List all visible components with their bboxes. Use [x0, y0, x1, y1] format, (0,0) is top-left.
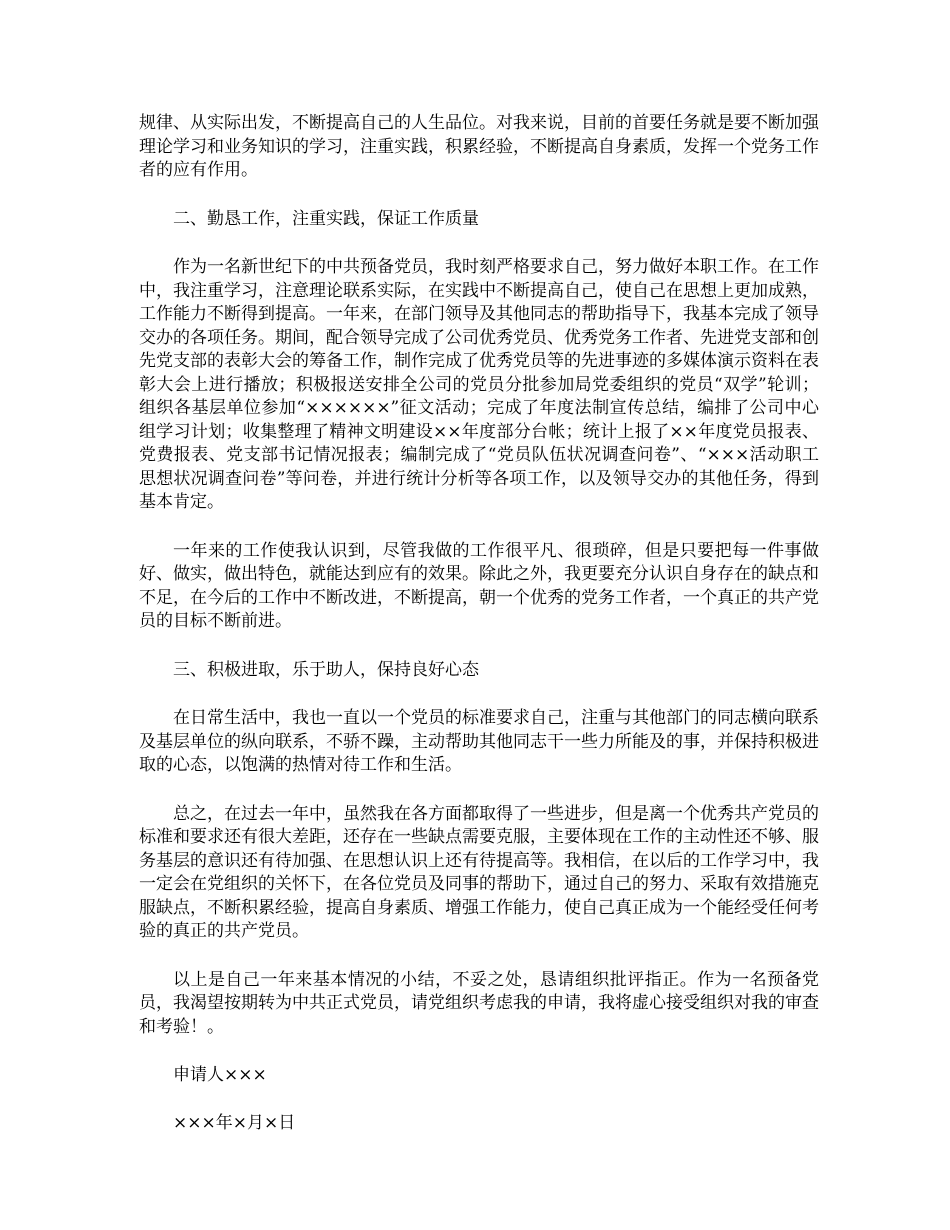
paragraph-closing: 以上是自己一年来基本情况的小结，不妥之处，恳请组织批评指正。作为一名预备党员，我渴望按期转为中共正式党员，请党组织考虑我的申请，我将虚心接受组织对我的审查和考验！。 [139, 969, 819, 1037]
paragraph-summary: 总之，在过去一年中，虽然我在各方面都取得了一些进步，但是离一个优秀共产党员的标准和要求还有很大差距，还存在一些缺点需要克服，主要体现在工作的主动性还不够、服务基层的意识还有待加强、在思想认识上还有待提高等。我相信，在以后的工作学习中，我一定会在党组织的关怀下，在各位党员及同事的帮助下，通过自己的努力、采取有效措施克服缺点，不断积累经验，提高自身素质、增强工作能力，使自己真正成为一个能经受任何考验的真正的共产党员。 [139, 803, 819, 941]
date-line: ×××年×月×日 [173, 1112, 296, 1133]
document-body [139, 112, 819, 1160]
section-heading-3: 三、积极进取，乐于助人，保持良好心态 [173, 659, 479, 680]
paragraph-daily-life: 在日常生活中，我也一直以一个党员的标准要求自己，注重与其他部门的同志横向联系及基层单位的纵向联系，不骄不躁，主动帮助其他同志干一些力所能及的事，并保持积极进取的心态，以饱满的热情对待工作和生活。 [139, 708, 819, 775]
paragraph-work: 作为一名新世纪下的中共预备党员，我时刻严格要求自己，努力做好本职工作。在工作中，我注重学习，注意理论联系实际，在实践中不断提高自己，使自己在思想上更加成熟，工作能力不断得到提高。一年来，在部门领导及其他同志的帮助指导下，我基本完成了领导交办的各项任务。期间，配合领导完成了公司优秀党员、优秀党务工作者、先进党支部和创先党支部的表彰大会的筹备工作，制作完成了优秀党员等的先进事迹的多媒体演示资料在表彰大会上进行播放；积极报送安排全公司的党员分批参加局党委组织的党员“双学”轮训；组织各基层单位参加“××××××”征文活动；完成了年度法制宣传总结，编排了公司中心组学习计划；收集整理了精神文明建设××年度部分台帐；统计上报了××年度党员报表、党费报表、党支部书记情况报表；编制完成了“党员队伍状况调查问卷”、“×××活动职工思想状况调查问卷”等问卷，并进行统计分析等各项工作，以及领导交办的其他任务，得到基本肯定。 [139, 257, 819, 512]
applicant-signature: 申请人××× [173, 1065, 267, 1085]
paragraph-reflection: 一年来的工作使我认识到，尽管我做的工作很平凡、很琐碎，但是只要把每一件事做好、做实，做出特色，就能达到应有的效果。除此之外，我更要充分认识自身存在的缺点和不足，在今后的工作中不断改进，不断提高，朝一个优秀的党务工作者，一个真正的共产党员的目标不断前进。 [139, 540, 819, 631]
paragraph-continuation: 规律、从实际出发，不断提高自己的人生品位。对我来说，目前的首要任务就是要不断加强理论学习和业务知识的学习，注重实践，积累经验，不断提高自身素质，发挥一个党务工作者的应有作用。 [139, 113, 819, 180]
section-heading-2: 二、勤恳工作，注重实践，保证工作质量 [173, 208, 479, 229]
